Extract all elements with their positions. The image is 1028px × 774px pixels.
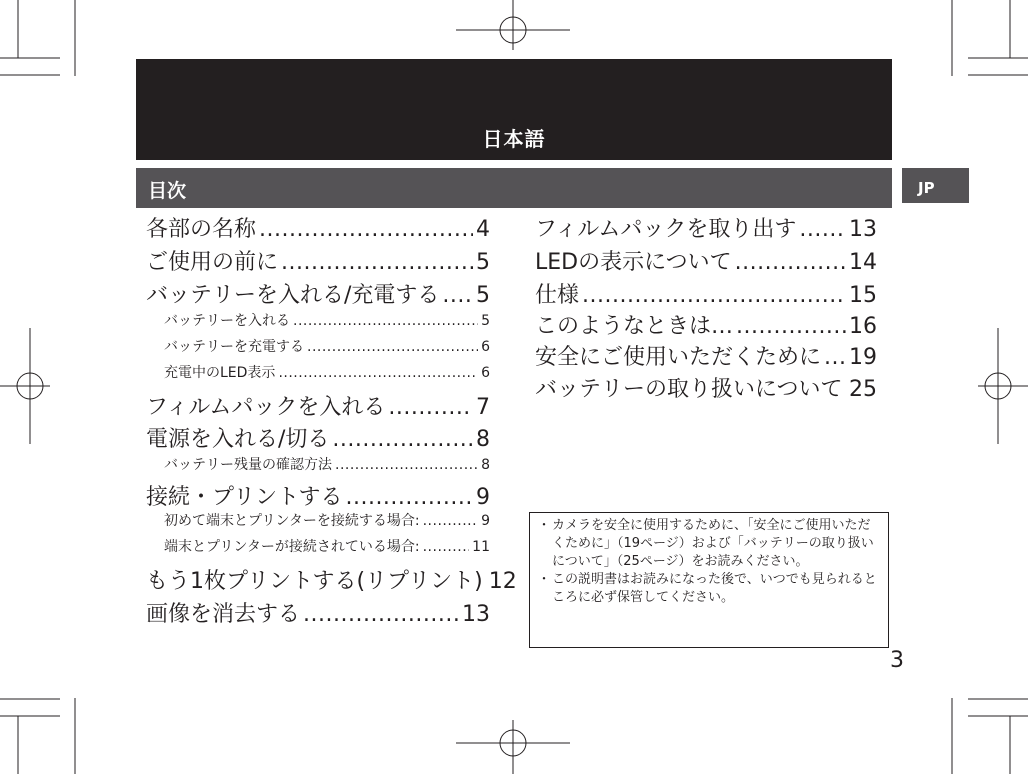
toc-entry-label: もう1枚プリントする(リプリント) [146,569,483,594]
toc-entry-page: 9 [481,513,490,529]
toc-entry-label: このようなときは… [535,314,734,339]
toc-heading: 目次 [148,180,187,202]
toc-entry-page: 5 [481,313,490,329]
dot-leader [335,457,478,473]
dot-leader [303,602,459,627]
toc-entry[interactable] [535,372,877,402]
toc-entry-page: 6 [481,339,490,355]
dot-leader [345,485,473,510]
toc-entry-label: 安全にご使用いただくために [535,345,822,370]
dot-leader [281,250,473,275]
toc-entry-label: フィルムパックを取り出す [535,217,797,242]
toc-subentry[interactable] [164,336,490,358]
toc-entry-label: 電源を入れる/切る [146,427,330,452]
toc-entry[interactable] [535,245,877,275]
toc-entry-label: バッテリーの取り扱いについて [535,377,843,402]
header-band [136,59,892,160]
toc-entry[interactable] [535,212,877,242]
toc-entry[interactable] [146,390,490,420]
toc-left-column [146,212,517,632]
dot-leader [278,365,478,381]
toc-entry-page: 9 [476,485,490,510]
toc-subentry[interactable] [164,310,490,332]
bullet: ・ [537,518,551,533]
toc-entry-page: 8 [476,427,490,452]
toc-entry[interactable] [535,278,877,308]
toc-entry-label: 画像を消去する [146,602,301,627]
toc-subentry[interactable] [164,454,490,476]
toc-entry[interactable] [146,480,490,510]
toc-entry-page: 12 [488,569,517,594]
toc-entry[interactable] [146,245,490,275]
toc-entry[interactable] [146,422,490,452]
toc-entry-page: 13 [849,217,877,242]
toc-entry-label: バッテリーを入れる/充電する [146,283,440,308]
toc-entry[interactable] [146,212,490,242]
dot-leader [293,313,478,329]
dot-leader [442,283,473,308]
notice-item [536,517,882,571]
toc-subentry[interactable] [164,362,490,384]
toc-entry[interactable] [146,278,490,308]
notice-text: カメラを安全に使用するために、「安全にご使用いただくために」（19ページ）および「バッテリーの取り扱いについて」（25ページ）をお読みください。 [552,518,874,569]
toc-entry-page: 19 [849,345,877,370]
toc-entry-page: 13 [462,602,490,627]
toc-entry-label: LEDの表示について [535,250,732,275]
toc-entry-label: バッテリー残量の確認方法 [164,457,332,473]
page-title: 日本語 [482,127,546,151]
toc-entry-label: 端末とプリンターが接続されている場合: [164,539,420,555]
dot-leader [423,539,470,555]
dot-leader [332,427,473,452]
toc-entry-page: 11 [472,539,490,555]
toc-entry-label: 各部の名称 [146,217,257,242]
toc-entry-label: バッテリーを充電する [164,339,304,355]
toc-right-column [535,212,877,402]
dot-leader [824,345,846,370]
dot-leader [799,217,846,242]
toc-entry[interactable] [146,564,517,594]
toc-subentry[interactable] [164,536,490,558]
toc-entry[interactable] [535,340,877,370]
notice-item [536,571,882,607]
dot-leader [259,217,473,242]
toc-entry-page: 4 [476,217,490,242]
toc-entry-page: 6 [481,365,490,381]
dot-leader [307,339,478,355]
toc-entry-page: 14 [849,250,877,275]
bullet: ・ [537,572,551,587]
toc-entry-label: フィルムパックを入れる [146,395,386,420]
toc-entry-page: 8 [481,457,490,473]
dot-leader [388,395,473,420]
toc-entry-page: 7 [476,395,490,420]
toc-entry-page: 15 [849,283,877,308]
toc-entry-label: 充電中のLED表示 [164,365,276,381]
toc-entry-label: ご使用の前に [146,250,279,275]
toc-entry-label: 接続・プリントする [146,485,343,510]
dot-leader [582,283,846,308]
toc-entry-page: 5 [476,283,490,308]
toc-entry-page: 16 [849,314,877,339]
toc-subentry[interactable] [164,510,490,532]
dot-leader [735,250,846,275]
dot-leader [736,314,846,339]
page-number: 3 [890,648,904,673]
toc-entry-label: 仕様 [535,283,580,308]
toc-entry-label: バッテリーを入れる [164,313,290,329]
toc-entry[interactable] [146,597,490,627]
language-tab: JP [902,168,969,203]
toc-entry-page: 25 [849,377,877,402]
toc-entry[interactable] [535,309,877,339]
notice-box [529,512,889,648]
toc-entry-page: 5 [476,250,490,275]
toc-entry-label: 初めて端末とプリンターを接続する場合: [164,513,420,529]
toc-heading-bar [136,168,892,208]
dot-leader [423,513,478,529]
notice-text: この説明書はお読みになった後で、いつでも見られるところに必ず保管してください。 [552,572,877,605]
